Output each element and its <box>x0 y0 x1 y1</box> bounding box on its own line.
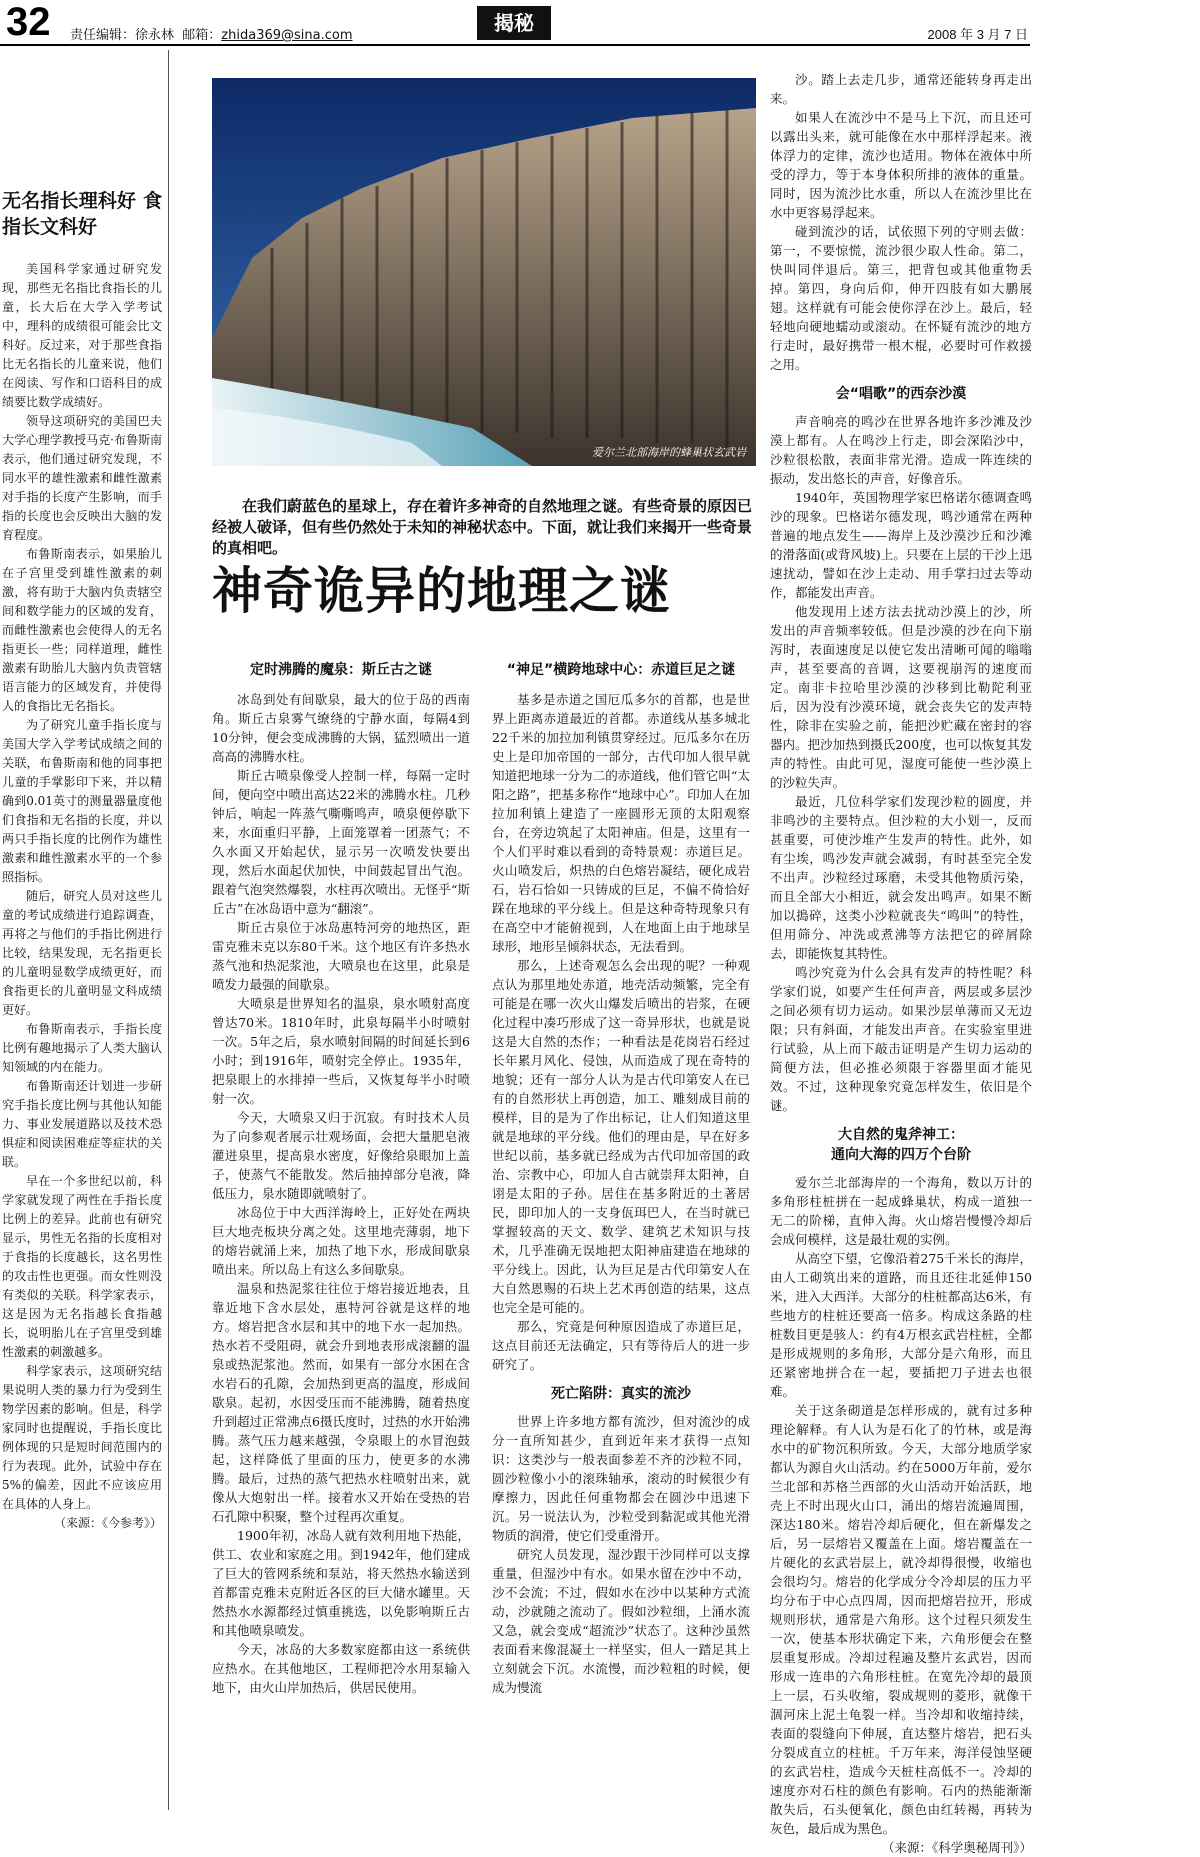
paragraph: 爱尔兰北部海岸的一个海角，数以万计的多角形柱桩拼在一起成蜂巢状，构成一道独一无二的阶梯，直伸入海。火山熔岩慢慢冷却后会成何模样，这是最壮观的实例。 <box>770 1175 1032 1247</box>
paragraph: 随后，研究人员对这些儿童的考试成绩进行追踪调查，再将之与他们的手指比例进行比较，结果发现，无名指更长的儿童明显数学成绩更好，而食指更长的儿童明显文科成绩更好。 <box>2 889 162 1017</box>
geyser-body <box>212 690 470 1697</box>
paragraph: 如果人在流沙中不是马上下沉，而且还可以露出头来，就可能像在水中那样浮起来。液体浮力的定律，流沙也适用。物体在液体中所受的浮力，等于本身体积所排的液体的重量。同时，因为流沙比水重，所以人在流沙里比在水中更容易浮起来。 <box>770 110 1032 220</box>
basalt-photo <box>212 78 756 466</box>
paragraph: 斯丘古泉位于冰岛惠特河旁的地热区，距雷克雅未克以东80千米。这个地区有许多热水蒸气池和热泥浆池，大喷泉也在这里，此泉是喷发力最强的间歇泉。 <box>212 920 470 992</box>
issue-date: 2008 年 3 月 7 日 <box>927 27 1028 42</box>
paragraph: 今天，冰岛的大多数家庭都由这一系统供应热水。在其他地区，工程师把冷水用泵输入地下，由火山岸加热后，供居民使用。 <box>212 1642 470 1695</box>
quicksand-body-continued <box>770 70 1032 374</box>
causeway-heading-line2: 通向大海的四万个台阶 <box>831 1147 971 1163</box>
editor-name: 责任编辑：徐永林 <box>70 28 175 43</box>
paragraph: 布鲁斯南表示，如果胎儿在子宫里受到雄性激素的刺激，将有助于大脑内负责辖空间和数学能力的区域的发育，而雌性激素也会使得人的无名指更长一些；同样道理，雌性激素有助胎儿大脑内负责管辖语言能力的区域发育，并使得人的食指比无名指长。 <box>2 547 162 713</box>
feature-intro: 在我们蔚蓝色的星球上，存在着许多神奇的自然地理之谜。有些奇景的原因已经被人破译，但有些仍然处于未知的神秘状态中。下面，就让我们来揭开一些奇景的真相吧。 <box>212 497 753 557</box>
paragraph: 今天，大喷泉又归于沉寂。有时技术人员为了向参观者展示壮观场面，会把大量肥皂液灌进泉里，提高泉水密度，好像给泉眼加上盖子，使蒸气不能散发。然后抽掉部分皂液，降低压力，泉水随即就喷射了。 <box>212 1110 470 1201</box>
paragraph: 从高空下望，它像沿着275千米长的海岸，由人工砌筑出来的道路，而且还往北延伸150米，进入大西洋。大部分的柱桩都高达6米，有些地方的柱桩还要高一倍多。构成这条路的柱桩数目更是骇人：约有4万根玄武岩柱桩，全都是形成规则的多角形，大部分是六角形，而且还紧密地拼合在一起，要插把刀子进去也很难。 <box>770 1251 1032 1399</box>
paragraph: 冰岛到处有间歇泉，最大的位于岛的西南角。斯丘古泉雾气缭绕的宁静水面，每隔4到10分钟，便会变成沸腾的大锅，猛烈喷出一道高高的沸腾水柱。 <box>212 692 470 764</box>
paragraph: 声音响亮的鸣沙在世界各地许多沙滩及沙漠上都有。人在鸣沙上行走，即会深陷沙中，沙粒很松散，表面非常光滑。造成一阵连续的振动，发出悠长的声音，好像音乐。 <box>770 414 1032 486</box>
column-geyser <box>212 660 470 1810</box>
paragraph: 世界上许多地方都有流沙，但对流沙的成分一直所知甚少，直到近年来才获得一点知识：这类沙与一般表面参差不齐的沙粒不同，圆沙粒像小小的滚珠轴承，滚动的时候很少有摩擦力，因此任何重物都会在圆沙中迅速下沉。另一说法认为，沙粒受到黏泥或其他光滑物质的润滑，使它们受重滑开。 <box>492 1414 750 1543</box>
paragraph: 他发现用上述方法去扰动沙漠上的沙，所发出的声音频率较低。但是沙漠的沙在向下崩泻时，表面速度足以使它发出清晰可闻的嗡嗡声，甚至要高的音调，这要视崩泻的速度而定。南非卡拉哈里沙漠的沙移到比勒陀利亚后，因为没有沙漠环境，就会丧失它的发声特性，除非在实验之前，能把沙贮藏在密封的容器内。把沙加热到摄氏200度，也可以恢复其发声的特性。由此可见，湿度可能使一些沙漠上的沙粒失声。 <box>770 604 1032 790</box>
paragraph: 斯丘古喷泉像受人控制一样，每隔一定时间，便向空中喷出高达22米的沸腾水柱。几秒钟后，响起一阵蒸气嘶嘶鸣声，喷泉便停歇下来，水面重归平静，上面笼罩着一团蒸气；不久水面又开始起伏，显示另一次喷发快要出现，然后水面起伏加快，中间鼓起冒出气泡。跟着气泡突然爆裂，水柱再次喷出。无怪乎“斯丘古”在冰岛语中意为“翻滚”。 <box>212 768 470 916</box>
paragraph: 布鲁斯南还计划进一步研究手指长度比例与其他认知能力、事业发展道路以及技术恐惧症和阅读困难症等症状的关联。 <box>2 1079 162 1169</box>
left-article-title: 无名指长理科好 食指长文科好 <box>2 190 162 238</box>
causeway-heading-line1: 大自然的鬼斧神工： <box>838 1127 964 1143</box>
geyser-heading: 定时沸腾的魔泉：斯丘古之谜 <box>250 662 432 678</box>
paragraph: 研究人员发现，湿沙跟干沙同样可以支撑重量，但湿沙中有水。如果水留在沙中不动，沙不会流；不过，假如水在沙中以某种方式流动，沙就随之流动了。假如沙粒细，上涌水流又急，就会变成“超流沙”状态了。这种沙虽然表面看来像混凝土一样坚实，但人一踏足其上立刻就会下沉。水流慢，而沙粒粗的时候，便成为慢流 <box>492 1547 750 1695</box>
quicksand-body <box>492 1412 750 1697</box>
basalt-cliff-illustration <box>212 78 756 466</box>
column-divider <box>168 50 169 1810</box>
singing-sand-heading: 会“唱歌”的西奈沙漠 <box>835 386 967 402</box>
left-column-article <box>2 70 162 1810</box>
equator-heading: “神足”横跨地球中心：赤道巨足之谜 <box>506 662 736 678</box>
page-number: 32 <box>6 0 51 44</box>
paragraph: 最近，几位科学家们发现沙粒的圆度，并非鸣沙的主要特点。但沙粒的大小划一，反而甚重要，可使沙堆产生发声的特性。此外，如有尘埃，鸣沙发声就会减弱，有时甚至完全发不出声。沙粒经过琢磨，未受其他物质污染，而且全部大小相近，就会发出鸣声。如果不断加以搗碎，这类小沙粒就丧失“鸣叫”的特性，但用筛分、冲洗或煮沸等方法把它的碎屑除去，即能恢复其特性。 <box>770 794 1032 961</box>
column-equator-quicksand <box>492 660 750 1810</box>
paragraph: 碰到流沙的话，试依照下列的守则去做：第一，不要惊慌，流沙很少取人性命。第二，快叫同伴退后。第三，把背包或其他重物丢掉。第四，身向后仰，伸开四肢有如大鹏展翅。这样就有可能会使你浮在沙上。最后，轻轻地向硬地蠕动或滚动。在怀疑有流沙的地方行走时，最好携带一根木棍，必要时可作救援之用。 <box>770 224 1032 372</box>
paragraph: 1900年初，冰岛人就有效利用地下热能，供工、农业和家庭之用。到1942年，他们建成了巨大的管网系统和泵站，将天然热水输送到首都雷克雅未克附近各区的巨大储水罐里。天然热水水源都经过慎重挑选，以免影响斯丘古和其他喷泉喷发。 <box>212 1528 470 1638</box>
right-article-source: （来源：《科学奥秘周刊》） <box>881 1840 1032 1855</box>
paragraph: 基多是赤道之国厄瓜多尔的首都，也是世界上距离赤道最近的首都。赤道线从基多城北22千米的加拉加利镇贯穿经过。厄瓜多尔在历史上是印加帝国的一部分，古代印加人很早就知道把地球一分为二的赤道线，他们管它叫“太阳之路”，把基多称作“地球中心”。印加人在加拉加利镇上建造了一座圆形无顶的太阳观察台，在旁边筑起了太阳神庙。但是，这里有一个人们平时难以看到的奇特景观：赤道巨足。火山喷发后，炽热的白色熔岩凝结，硬化成岩石，岩石恰如一只铸成的巨足，不偏不倚恰好踩在地球的平分线上。但是这种奇特现象只有在高空中才能俯视到，人在地面上由于地球呈球形，地形呈倾斜状态，无法看到。 <box>492 692 750 954</box>
paragraph: 早在一个多世纪以前，科学家就发现了两性在手指长度比例上的差异。此前也有研究显示，男性无名指的长度相对于食指的长度越长，这名男性的攻击性也更强。而女性则没有类似的关联。科学家表示，这是因为无名指越长食指越长，说明胎儿在子宫里受到雄性激素的刺激越多。 <box>2 1174 162 1359</box>
paragraph: 沙。踏上去走几步，通常还能转身再走出来。 <box>770 72 1032 106</box>
page-header <box>0 0 1200 44</box>
singing-sand-body <box>770 412 1032 1115</box>
section-tag: 揭秘 <box>477 6 551 40</box>
paragraph: 那么，上述奇观怎么会出现的呢？一种观点认为那里地处赤道，地壳活动频繁，完全有可能是在哪一次火山爆发后喷出的岩浆，在硬化过程中凑巧形成了这一奇异形状，也就是说这是大自然的杰作；一种看法是花岗岩石经过长年累月风化、侵蚀，从而造成了现在奇特的地貌；还有一部分人认为是古代印第安人在已有的自然形状上再创造，加工、雕刻成目前的模样，目的是为了作出标记，让人们知道这里就是地球的平分线。他们的理由是，早在好多世纪以前，基多就已经成为古代印加帝国的政治、宗教中心，印加人自古就崇拜太阳神，自诩是太阳的子孙。居住在基多附近的土著居民，即印加人的一支身佤珥巴人，在当时就已掌握较高的天文、数学、建筑艺术知识与技术，几乎准确无误地把太阳神庙建造在地球的平分线上。因此，认为巨足是古代印第安人在大自然恩赐的石块上艺术再创造的结果，这点也完全是可能的。 <box>492 958 750 1315</box>
paragraph: 领导这项研究的美国巴夫大学心理学教授马克·布鲁斯南表示，他们通过研究发现，不同水平的雄性激素和雌性激素对手指的长度产生影响，而手指的长度也会反映出大脑的发育程度。 <box>2 414 162 542</box>
editor-line <box>70 24 353 43</box>
paragraph: 科学家表示，这项研究结果说明人类的暴力行为受到生物学因素的影响。但是，科学家同时也提醒说，手指长度比例体现的只是短时间范围内的行为表现。此外，试验中存在5%的偏差，因此不应该应用在具体的人身上。 <box>2 1364 162 1511</box>
left-article-body <box>2 260 162 1514</box>
left-article-source: （来源：《今参考》） <box>53 1516 162 1530</box>
header-rule <box>0 44 1030 46</box>
quicksand-heading: 死亡陷阱：真实的流沙 <box>551 1386 691 1402</box>
causeway-body <box>770 1173 1032 1838</box>
paragraph: 鸣沙究竟为什么会具有发声的特性呢？科学家们说，如要产生任何声音，两层或多层沙之间必须有切力运动。如果沙层单薄而又无边限；只有斜面，才能发出声音。在实验室里进行试验，从上而下敲击证明是产生切力运动的简便方法，但必推必须限于容器里面才能见效。不过，这种现象究竟怎样发生，依旧是个谜。 <box>770 965 1032 1113</box>
editor-email[interactable]: zhida369@sina.com <box>221 28 353 43</box>
paragraph: 1940年，英国物理学家巴格诺尔德调查鸣沙的现象。巴格诺尔德发现，鸣沙通常在两种普遍的地点发生——海岸上及沙漠沙丘和沙滩的滑落面(或背风坡)上。只要在上层的干沙上迅速扰动，譬如在沙上走动、用手掌扫过去等动作，都能发出声音。 <box>770 490 1032 600</box>
paragraph: 那么，究竟是何种原因造成了赤道巨足，这点目前还无法确定，只有等待后人的进一步研究了。 <box>492 1319 750 1372</box>
paragraph: 美国科学家通过研究发现，那些无名指比食指长的儿童，长大后在大学入学考试中，理科的成绩很可能会比文科好。反过来，对于那些食指比无名指长的儿童来说，他们在阅读、写作和口语科目的成绩要比数学成绩好。 <box>2 262 162 409</box>
paragraph: 布鲁斯南表示，手指长度比例有趣地揭示了人类大脑认知领域的内在能力。 <box>2 1022 162 1074</box>
equator-body <box>492 690 750 1374</box>
email-label: 邮箱： <box>182 28 222 43</box>
paragraph: 关于这条砌道是怎样形成的，就有过多种理论解释。有人认为是石化了的竹林，或是海水中的矿物沉积所致。今天，大部分地质学家都认为源自火山活动。约在5000万年前，爱尔兰北部和苏格兰西部的火山活动开始活跃，地壳上不时出现火山口，涌出的熔岩流遍周围，深达180米。熔岩冷却后硬化，但在新爆发之后，另一层熔岩又覆盖在上面。熔岩覆盖在一片硬化的玄武岩层上，就冷却得很慢，收缩也会很均匀。熔岩的化学成分令冷却层的压力平均分布于中心点四周，因而把熔岩拉开，形成规则形状，通常是六角形。这个过程只须发生一次，使基本形状确定下来，六角形便会在整层重复形成。冷却过程遍及整片玄武岩，因而形成一连串的六角形柱桩。在宽先冷却的最顶上一层，石头收缩，裂成规则的菱形，就像干涸河床上泥土龟裂一样。当冷却和收缩持续，表面的裂缝向下伸展，直达整片熔岩，把石头分裂成直立的柱桩。千万年来，海洋侵蚀坚硬的玄武岩柱，造成今天桩柱高低不一。冷却的速度亦对石柱的颜色有影响。石内的热能渐渐散失后，石头便氧化，颜色由红转褐，再转为灰色，最后成为黑色。 <box>770 1403 1032 1836</box>
paragraph: 温泉和热泥浆往往位于熔岩接近地表，且靠近地下含水层处，惠特河谷就是这样的地方。熔岩把含水层和其中的地下水一起加热。热水若不受阻碍，就会升到地表形成滚翻的温泉或热泥浆池。然而，如果有一部分水困在含水岩石的孔隙，会加热到更高的温度，形成间歇泉。起初，水因受压而不能沸腾，随着热度升到超过正常沸点6摄氏度时，过热的水开始沸腾。蒸气压力越来越强，令泉眼上的水冒泡鼓起，这样降低了里面的压力，使更多的水沸腾。最后，过热的蒸气把热水柱喷射出来，就像从大炮射出一样。接着水又开始在受热的岩石孔隙中积聚，整个过程再次重复。 <box>212 1281 470 1524</box>
column-right <box>770 70 1032 1855</box>
photo-caption: 爱尔兰北部海岸的蜂巢状玄武岩 <box>592 446 746 459</box>
paragraph: 大喷泉是世界知名的温泉，泉水喷射高度曾达70米。1810年时，此泉每隔半小时喷射一次。5年之后，泉水喷射间隔的时间延长到6小时；到1916年，喷射完全停止。1935年，把泉眼上的水排掉一些后，又恢复每半小时喷射一次。 <box>212 996 470 1106</box>
paragraph: 冰岛位于中大西洋海岭上，正好处在两块巨大地壳板块分离之处。这里地壳薄弱，地下的熔岩就涌上来，加热了地下水，形成间歇泉喷出来。所以岛上有这么多间歇泉。 <box>212 1205 470 1277</box>
paragraph: 为了研究儿童手指长度与美国大学入学考试成绩之间的关联，布鲁斯南和他的同事把儿童的手掌影印下来，并以精确到0.01英寸的测量器量度他们食指和无名指的长度，并以两只手指长度的比例作为雄性激素和雌性激素水平的一个参照指标。 <box>2 718 162 884</box>
feature-title: 神奇诡异的地理之谜 <box>212 561 671 620</box>
